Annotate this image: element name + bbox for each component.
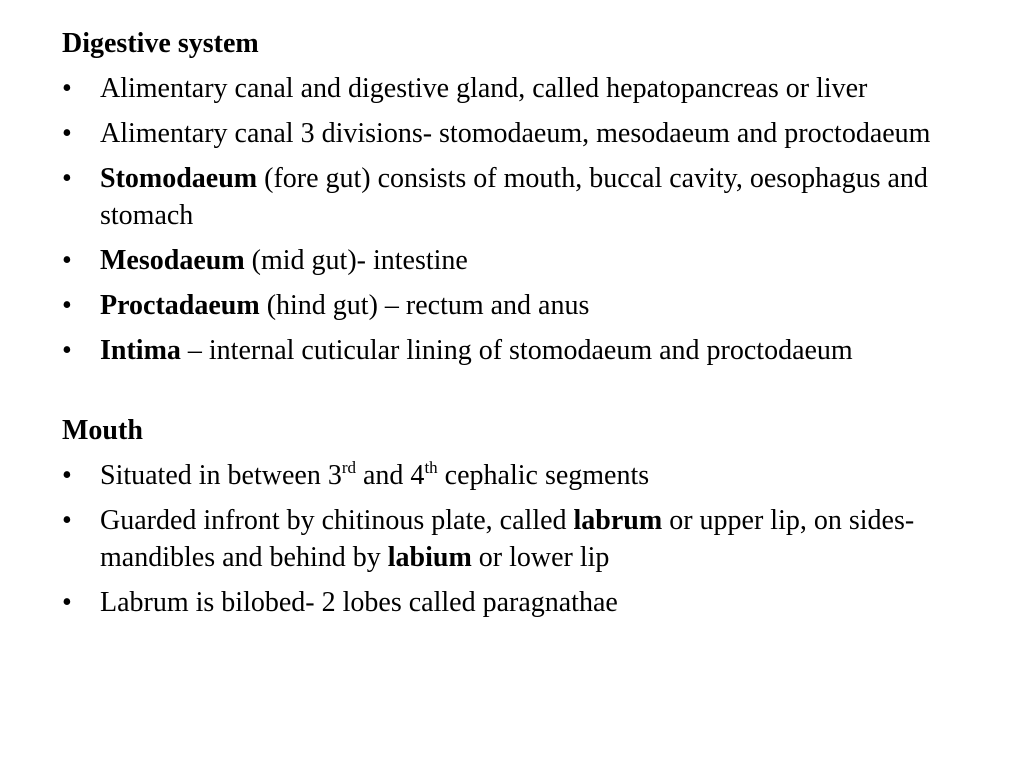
bullet-icon: •	[62, 118, 72, 149]
item-text: Alimentary canal 3 divisions- stomodaeum, mesodaeum and proctodaeum	[100, 118, 931, 149]
bullet-icon: •	[62, 290, 72, 321]
bullet-icon: •	[62, 245, 72, 276]
list-item	[62, 160, 982, 234]
digestive-system-list	[62, 70, 982, 369]
list-item	[62, 584, 982, 621]
item-text: or upper lip, on sides- mandibles and behind by	[100, 505, 915, 573]
item-term: Intima	[100, 335, 181, 366]
item-term: labium	[387, 542, 472, 573]
list-item	[62, 242, 982, 279]
heading-digestive-system: Digestive system	[62, 28, 259, 59]
bullet-icon: •	[62, 505, 72, 536]
item-term: Stomodaeum	[100, 163, 258, 194]
list-item	[62, 332, 982, 369]
item-text: or lower lip	[471, 542, 610, 573]
item-text: Situated in between 3	[100, 460, 342, 491]
list-item	[62, 502, 982, 576]
bullet-icon: •	[62, 335, 72, 366]
list-item	[62, 457, 982, 494]
item-text: Labrum is bilobed- 2 lobes called paragnathae	[100, 587, 618, 618]
list-item	[62, 287, 982, 324]
heading-mouth: Mouth	[62, 415, 143, 446]
item-text: Alimentary canal and digestive gland, called hepatopancreas or liver	[100, 73, 868, 104]
item-text: (hind gut) – rectum and anus	[259, 290, 590, 321]
superscript-th: th	[424, 458, 438, 477]
item-text: and 4	[356, 460, 425, 491]
item-term: Mesodaeum	[100, 245, 245, 276]
list-item	[62, 70, 982, 107]
item-text: Guarded infront by chitinous plate, called	[100, 505, 574, 536]
bullet-icon: •	[62, 587, 72, 618]
mouth-list	[62, 457, 982, 621]
slide-content	[62, 26, 982, 621]
item-text: – internal cuticular lining of stomodaeum and proctodaeum	[180, 335, 853, 366]
item-text: (mid gut)- intestine	[244, 245, 468, 276]
bullet-icon: •	[62, 73, 72, 104]
superscript-rd: rd	[341, 458, 356, 477]
item-term: Proctadaeum	[100, 290, 260, 321]
item-text: (fore gut) consists of mouth, buccal cavity, oesophagus and stomach	[100, 163, 928, 231]
list-item	[62, 115, 982, 152]
item-term: labrum	[573, 505, 663, 536]
item-text: cephalic segments	[437, 460, 650, 491]
bullet-icon: •	[62, 460, 72, 491]
bullet-icon: •	[62, 163, 72, 194]
